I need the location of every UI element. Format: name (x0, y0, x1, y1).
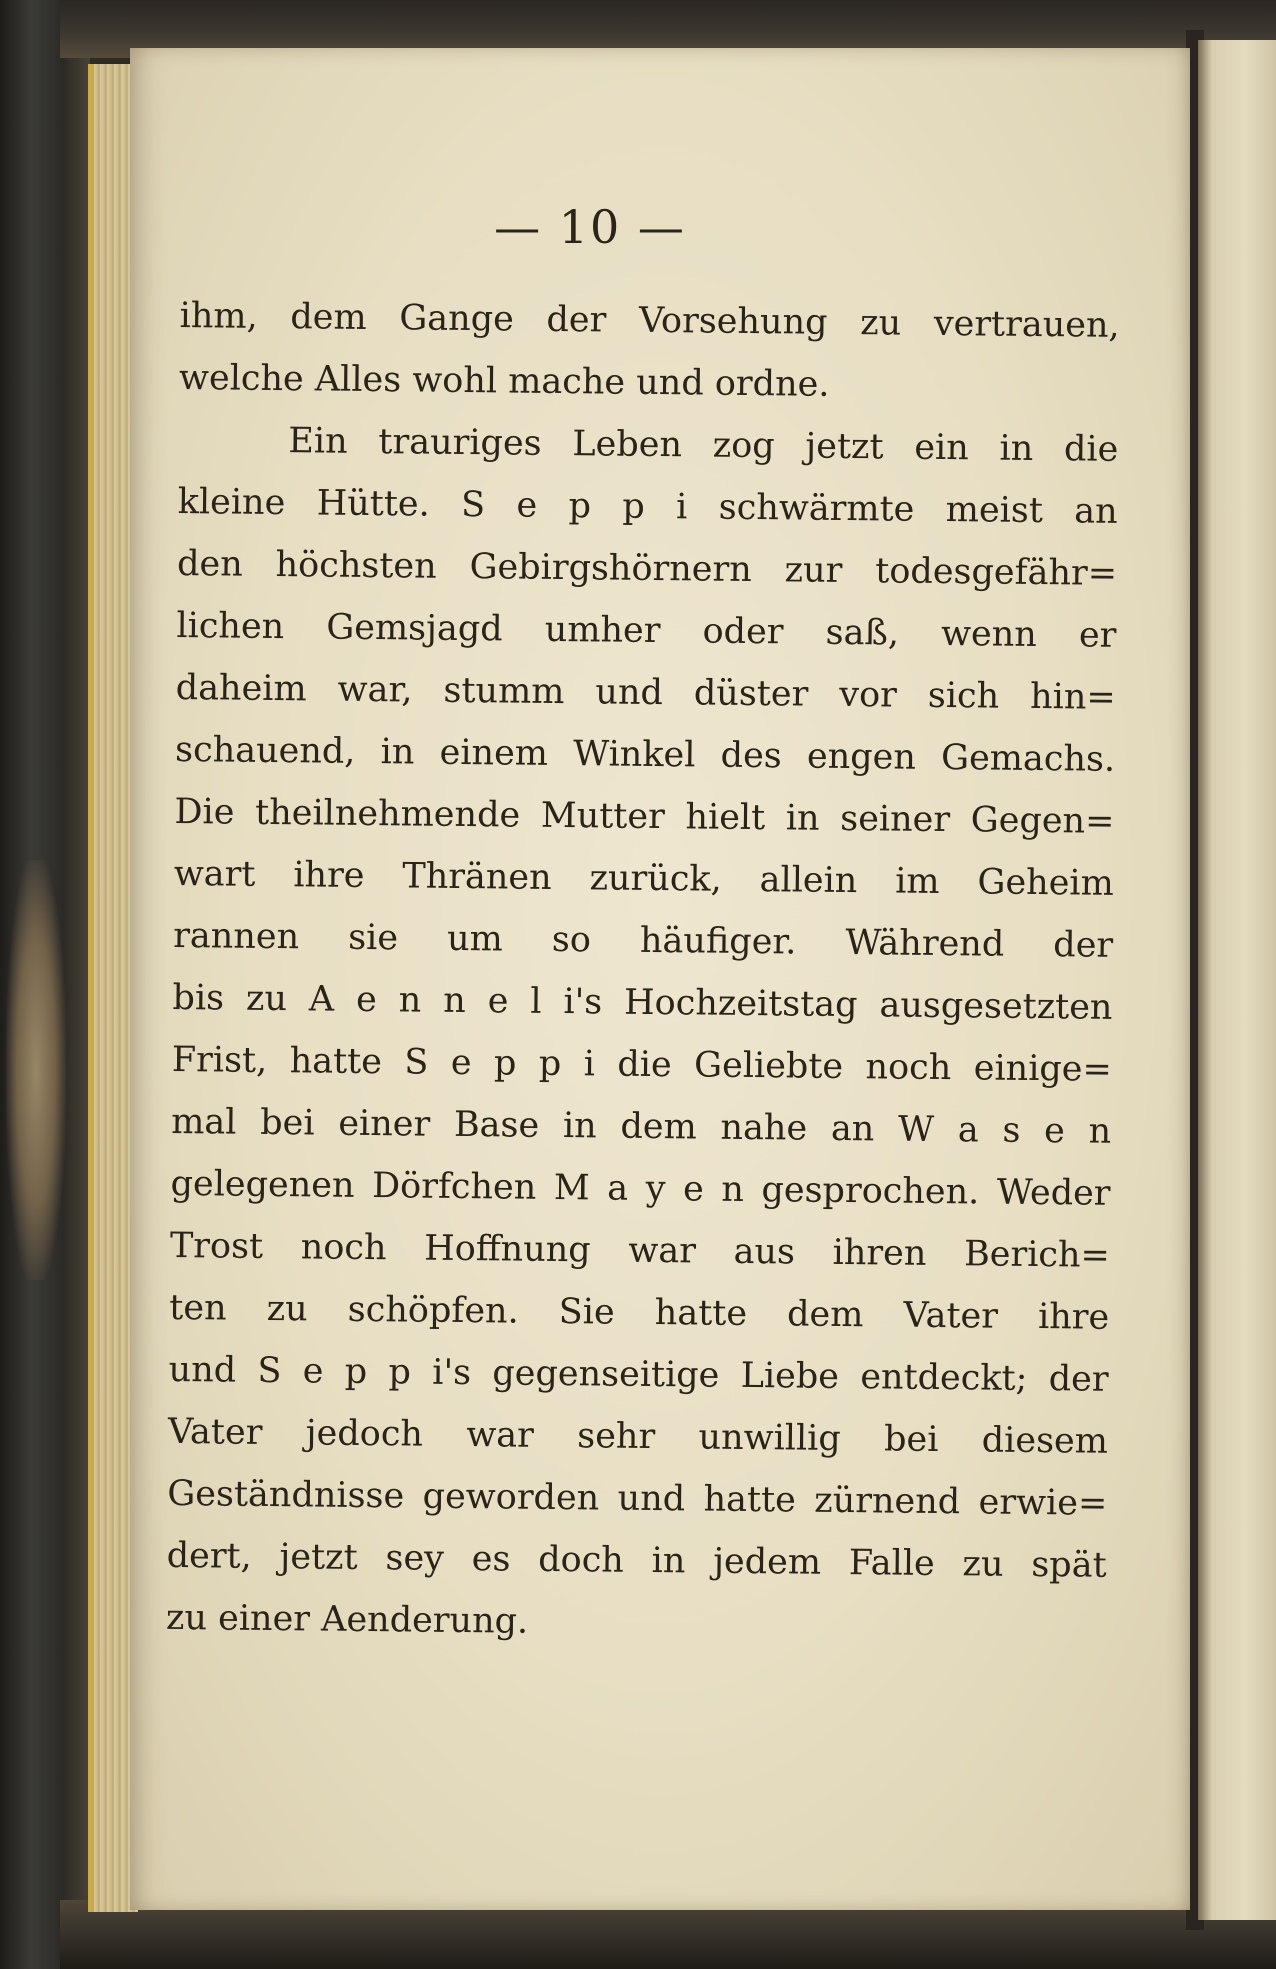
text-line: den höchsten Gebirgshörnern zur todesgefähr= (176, 543, 1118, 594)
text-line: Vater jedoch war sehr unwillig bei diesem (167, 1411, 1109, 1462)
text-line: Trost noch Hoffnung war aus ihren Berich= (169, 1225, 1111, 1276)
page-text (166, 285, 1120, 1659)
text-line: wart ihre Thränen zurück, allein im Geheim (173, 853, 1114, 904)
text-line: ihm, dem Gange der Vorsehung zu vertrauen, (179, 295, 1120, 346)
page-number: — 10 — (494, 200, 686, 254)
text-line: zu einer Aenderung. (165, 1597, 529, 1642)
text-line: kleine Hütte. S e p p i schwärmte meist an (177, 481, 1118, 532)
text-line: dert, jetzt sey es doch in jedem Falle zu spät (166, 1535, 1107, 1586)
text-line: lichen Gemsjagd umher oder saß, wenn er (176, 605, 1117, 656)
bottom-binding (60, 1900, 1276, 1969)
text-line: und S e p p i's gegenseitige Liebe entdeckt; der (168, 1349, 1109, 1400)
text-line: rannen sie um so häufiger. Während der (172, 915, 1114, 966)
text-line: daheim war, stumm und düster vor sich hin= (175, 667, 1116, 718)
text-line: bis zu A e n n e l i's Hochzeitstag ausgesetzten (172, 977, 1113, 1028)
text-line: gelegenen Dörfchen M a y e n gesprochen. Weder (170, 1163, 1111, 1214)
text-line: Frist, hatte S e p p i die Geliebte noch einige= (171, 1039, 1113, 1090)
text-line: schauend, in einem Winkel des engen Gemachs. (174, 729, 1116, 780)
next-page-edge (1198, 40, 1276, 1920)
text-line: Geständnisse geworden und hatte zürnend erwie= (167, 1473, 1108, 1524)
text-line: ten zu schöpfen. Sie hatte dem Vater ihre (169, 1287, 1110, 1338)
text-line: mal bei einer Base in dem nahe an W a s e n (171, 1101, 1112, 1152)
text-line: Ein trauriges Leben zog jetzt ein in die (288, 421, 1119, 470)
text-line: Die theilnehmende Mutter hielt in seiner Gegen= (174, 791, 1115, 842)
text-line: welche Alles wohl mache und ordne. (178, 357, 830, 405)
worn-binding-patch (6, 860, 66, 1280)
